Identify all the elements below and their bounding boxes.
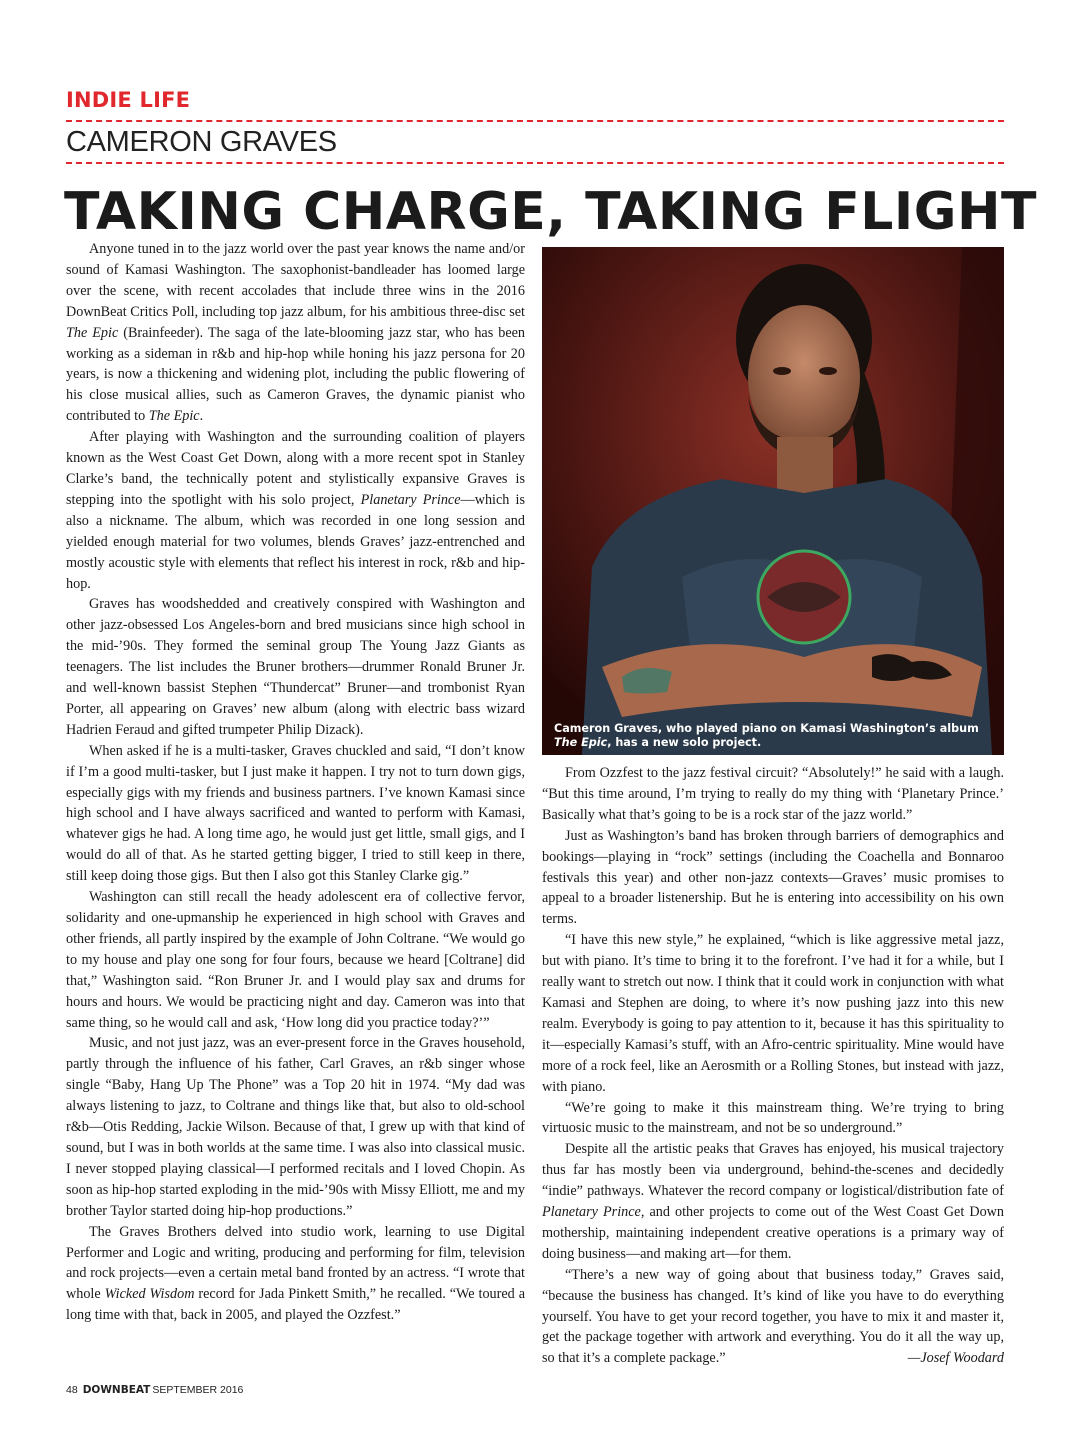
- caption-album-title: The Epic: [554, 735, 608, 749]
- page-footer: [66, 1384, 243, 1396]
- publication-name: DOWNBEAT: [82, 1384, 151, 1396]
- photo-caption: Cameron Graves, who played piano on Kamasi Washington’s album The Epic, has a new solo project.: [554, 722, 979, 749]
- left-column: [66, 239, 525, 1326]
- paragraph: “We’re going to make it this mainstream thing. We’re trying to bring virtuosic music to the mainstream, and not be so underground.”: [542, 1099, 1004, 1137]
- page-number: 48: [66, 1384, 78, 1396]
- author-signoff: —Josef Woodard: [907, 1350, 1004, 1367]
- paragraph: After playing with Washington and the surrounding coalition of players known as the West Coast Get Down, along with a more recent spot in Stanley Clarke’s band, the technically potent and stylistically expansive Graves is stepping into the spotlight with his solo project, Planetary Prince—which is also a nickname. The album, which was recorded in one long session and yielded enough material for two volumes, blends Graves’ jazz-entrenched and mostly acoustic style with elements that reflect his interest in rock, r&b and hip-hop.: [66, 429, 525, 592]
- section-label: INDIE LIFE: [66, 88, 191, 112]
- paragraph: “I have this new style,” he explained, “which is like aggressive metal jazz, but with piano. It’s time to bring it to the forefront. I’ve had it for a while, but I really want to stretch out now. I think that it could work in conjunction with what Kamasi and Stephen are doing, to where it’s now pushing jazz into this new realm. Everybody is going to pay attention to it, because it has this spirituality to it—especially Kamasi’s stuff, with an Afro-centric spirituality. Mine would have more of a rock feel, like an Aerosmith or a Rolling Stones, but instead with jazz, with piano.: [542, 932, 1004, 1095]
- paragraph: “There’s a new way of going about that business today,” Graves said, “because the business has changed. It’s kind of like you have to do everything yourself. You have to get your record together, you have to mix it and master it, get the package together with artwork and everything. You do it all the way up, so that it’s a complete package.” —Josef Woodard: [542, 1265, 1004, 1370]
- issue-date: SEPTEMBER 2016: [152, 1384, 244, 1396]
- album-title: The Epic: [66, 324, 119, 341]
- paragraph: Washington can still recall the heady adolescent era of collective fervor, solidarity and one-upmanship he experienced in high school with Graves and other friends, all partly inspired by the example of John Coltrane. “We would go to my house and play one song for four fours, because we heard [Coltrane] did that,” Washington said. “Ron Bruner Jr. and I would play sax and drums for hours and hours. We would be practicing night and day. Cameron was into that same thing, so he would call and ask, ‘How long did you practice today?’”: [66, 889, 525, 1031]
- middle-dashed-rule: [66, 162, 1004, 164]
- portrait-photo: [542, 247, 1004, 755]
- right-column: [542, 763, 1004, 1369]
- portrait-illustration: [542, 247, 1004, 755]
- paragraph: From Ozzfest to the jazz festival circuit? “Absolutely!” he said with a laugh. “But this time around, I’m trying to really do my thing with ‘Planetary Prince.’ Basically what that’s going to be is a rock star of the jazz world.”: [542, 765, 1004, 823]
- paragraph: Anyone tuned in to the jazz world over the past year knows the name and/or sound of Kamasi Washington. The saxophonist-bandleader has loomed large over the scene, with recent accolades that include three wins in the 2016 DownBeat Critics Poll, including top jazz album, for his ambitious three-disc set The Epic (Brainfeeder). The saga of the late-blooming jazz star, who has been working as a sideman in r&b and hip-hop while honing his jazz persona for 20 years, is now a thickening and widening plot, including the public flowering of his close musical allies, such as Cameron Graves, the dynamic pianist who contributed to The Epic.: [66, 241, 526, 425]
- album-title: Planetary Prince: [542, 1204, 641, 1221]
- top-dashed-rule: [66, 120, 1004, 122]
- paragraph: When asked if he is a multi-tasker, Graves chuckled and said, “I don’t know if I’m a good multi-tasker, but I just make it happen. I try not to turn down gigs, especially gigs with my friends and business partners. I’ve known Kamasi since high school and I have always sacrificed and wanted to perform with Kamasi, whatever gigs he had. A long time ago, he would just get little, small gigs, and I would do all of that. As he started getting bigger, I tried to still keep in there, still keep doing those gigs. But then I also got this Stanley Clarke gig.”: [66, 742, 525, 885]
- headline: TAKING CHARGE, TAKING FLIGHT: [64, 182, 1037, 242]
- paragraph: Music, and not just jazz, was an ever-present force in the Graves household, partly through the influence of his father, Carl Graves, an r&b singer whose single “Baby, Hang Up The Phone” was a Top 20 hit in 1974. “My dad was always listening to jazz, to Coltrane and things like that, but also to old-school r&b—Otis Redding, Jackie Wilson. Because of that, I grew up with that kind of sound, but I was in both worlds at the same time. I was also into classical music. I never stopped playing classical—I performed recitals and I loved Chopin. As soon as hip-hop started exploding in the mid-’90s with Missy Elliott, me and my brother Taylor started doing hip-hop productions.”: [66, 1035, 525, 1219]
- album-title: Planetary Prince: [360, 491, 461, 508]
- paragraph: Graves has woodshedded and creatively conspired with Washington and other jazz-obsessed Los Angeles-born and bred musicians since high school in the mid-’90s. They formed the seminal group The Young Jazz Giants as teenagers. The list includes the Bruner brothers—drummer Ronald Bruner Jr. and well-known bassist Stephen “Thundercat” Bruner—and trombonist Ryan Porter, all appearing on Graves’ new album (along with electric bass wizard Hadrien Feraud and gifted trumpeter Philip Dizack).: [66, 596, 525, 738]
- paragraph: Despite all the artistic peaks that Graves has enjoyed, his musical trajectory thus far has mostly been via underground, behind-the-scenes and decidedly “indie” pathways. Whatever the record company or logistical/distribution fate of Planetary Prince, and other projects to come out of the West Coast Get Down mothership, maintaining independent creative operations is a primary way of doing business—and making art—for them.: [542, 1141, 1005, 1262]
- album-title: The Epic: [148, 408, 200, 425]
- subject-name: CAMERON GRAVES: [66, 126, 337, 158]
- album-title: Wicked Wisdom: [104, 1286, 195, 1303]
- paragraph: The Graves Brothers delved into studio work, learning to use Digital Performer and Logic and writing, producing and performing for film, television and rock projects—even a certain metal band fronted by an actress. “I wrote that whole Wicked Wisdom record for Jada Pinkett Smith,” he recalled. “We toured a long time with that, back in 2005, and played the Ozzfest.”: [66, 1223, 525, 1324]
- paragraph: Just as Washington’s band has broken through barriers of demographics and bookings—playing in “rock” settings (including the Coachella and Bonnaroo festivals this year) and other non-jazz contexts—Graves’ music promises to appeal to a broader listenership. But he is entering into accessibility on his own terms.: [542, 827, 1004, 928]
